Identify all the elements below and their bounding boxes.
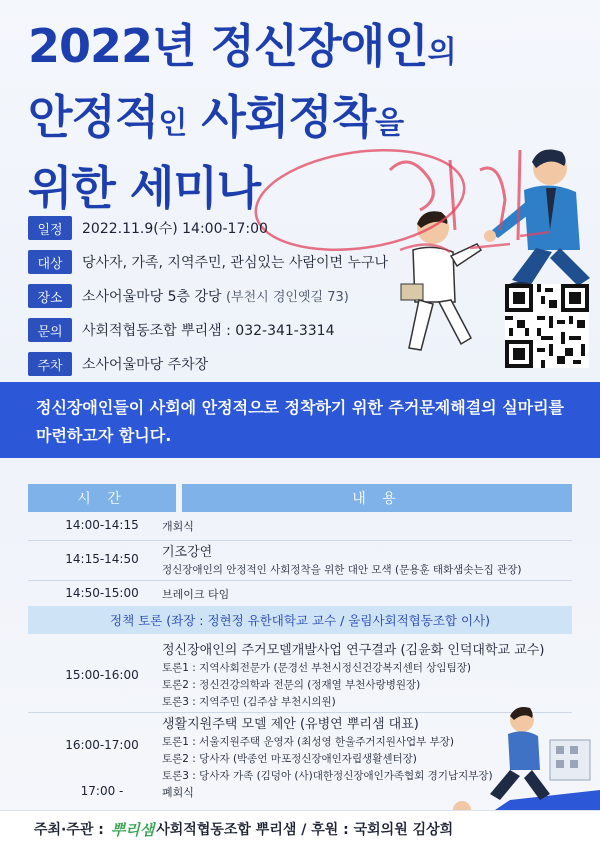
footer-organizers: 주최·주관 : 뿌리샘 사회적협동조합 뿌리샘 / 후원 : 국회의원 김상희 <box>0 810 600 847</box>
info-tag: 장소 <box>28 284 72 308</box>
schedule-row <box>28 544 576 580</box>
info-row-parking <box>28 348 468 380</box>
schedule-header-content: 내 용 <box>182 484 572 512</box>
info-value: 2022.11.9(수) 14:00-17:00 <box>82 221 268 237</box>
row-divider <box>28 540 572 541</box>
row-content: 폐회식 <box>162 786 194 799</box>
schedule-header-time: 시 간 <box>28 484 176 512</box>
brand-logo: 뿌리샘 <box>110 820 155 839</box>
policy-discussion-bar: 정책 토론 (좌장 : 정현정 유한대학교 교수 / 울림사회적협동조합 이사) <box>28 606 572 634</box>
info-row-schedule <box>28 212 468 244</box>
event-info <box>28 212 468 382</box>
info-row-venue <box>28 280 468 312</box>
row-content: 정신장애인의 주거모델개발사업 연구결과 (김윤화 인덕대학교 교수) 토론1 : 지역사회전문가 (문경선 부천시정신건강복지센터 상임팀장) 토론2 : 정신건강의학과 전문의 (정재열 부천사랑병원장) 토론3 : 지역주민 (김주삼 부천시의원) <box>162 643 545 708</box>
info-value: 당사자, 가족, 지역주민, 관심있는 사람이면 누구나 <box>82 255 389 271</box>
info-tag: 일정 <box>28 216 72 240</box>
schedule-row <box>28 516 576 536</box>
row-time: 17:00 - <box>80 784 124 798</box>
row-time: 15:00-16:00 <box>65 668 139 682</box>
row-divider <box>28 580 572 581</box>
row-content: 기조강연 정신장애인의 안정적인 사회정착을 위한 대안 모색 (문용훈 태화샘솟는집 관장) <box>162 545 522 576</box>
row-time: 14:15-14:50 <box>65 552 139 566</box>
qr-code[interactable] <box>505 284 589 368</box>
poster-title: 2022년 정신장애인의 안정적인 사회정착을 위한 세미나 <box>28 19 456 215</box>
info-value: 소사어울마당 5층 강당 (부천시 경인옛길 73) <box>82 289 349 305</box>
row-time: 16:00-17:00 <box>65 738 139 752</box>
schedule-row <box>28 584 576 604</box>
purpose-banner: 정신장애인들이 사회에 안정적으로 정착하기 위한 주거문제해결의 실마리를 마련하고자 합니다. <box>0 382 600 458</box>
info-value: 소사어울마당 주차장 <box>82 357 209 373</box>
row-content: 개회식 <box>162 520 194 533</box>
info-row-audience <box>28 246 468 278</box>
info-tag: 대상 <box>28 250 72 274</box>
info-value: 사회적협동조합 뿌리샘 : 032-341-3314 <box>82 323 335 339</box>
row-content: 브레이크 타임 <box>162 588 230 601</box>
info-row-contact <box>28 314 468 346</box>
row-content: 생활지원주택 모델 제안 (유병연 뿌리샘 대표) 토론1 : 서울지원주택 운영자 (최성영 한울주거지원사업부 부장) 토론2 : 당사자 (박종언 마포정신장애인자립생활센터장) 토론3 : 당사자 가족 (김덩아 (사)대한정신장애인가족협회 경기남지부장) <box>162 717 493 782</box>
info-tag: 문의 <box>28 318 72 342</box>
info-tag: 주차 <box>28 352 72 376</box>
row-time: 14:50-15:00 <box>65 586 139 600</box>
row-time: 14:00-14:15 <box>65 518 139 532</box>
